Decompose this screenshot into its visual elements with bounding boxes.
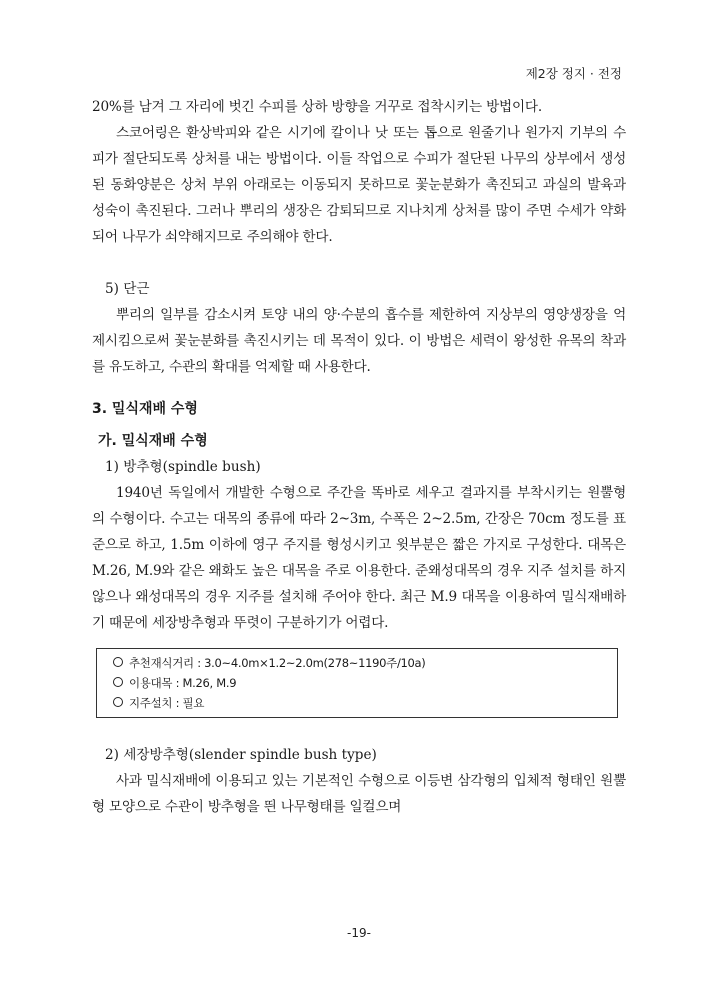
page-number: -19- — [347, 926, 371, 940]
spec-row: 이용대목 : M.26, M.9 — [113, 673, 617, 693]
spec-row: 지주설치 : 필요 — [113, 693, 617, 713]
paragraph-scoring: 스코어링은 환상박피와 같은 시기에 칼이나 낫 또는 톱으로 원줄기나 원가지 기부의 수피가 절단되도록 상처를 내는 방법이다. 이들 작업으로 수피가 절단된 나무의 상부에서 생성된 동화양분은 상처 부위 아래로는 이동되지 못하므로 꽃눈분화가 촉진되고 과실의 발육과 성숙이 촉진된다. 그러나 뿌리의 생장은 감퇴되므로 지나치게 상처를 많이 주면 수세가 약화되어 나무가 쇠약해지므로 주의해야 한다. — [92, 125, 626, 245]
section-3-heading: 3. 밀식재배 수형 — [92, 401, 198, 417]
paragraph-spindle-bush: 1940년 독일에서 개발한 수형으로 주간을 똑바로 세우고 결과지를 부착시키는 원뿔형의 수형이다. 수고는 대목의 종류에 따라 2~3m, 수폭은 2~2.5m, 간장은 70cm 정도를 표준으로 하고, 1.5m 이하에 영구 주지를 형성시키고 윗부분은 짧은 가지로 구성한다. 대목은 M.26, M.9와 같은 왜화도 높은 대목을 주로 이용한다. 준왜성대목의 경우 지주 설치를 하지 않으나 왜성대목의 경우 지주를 설치해 주어야 한다. 최근 M.9 대목을 이용하여 밀식재배하기 때문에 세장방추형과 뚜렷이 구분하기가 어렵다. — [92, 485, 626, 631]
circle-bullet-icon — [113, 657, 123, 667]
paragraph-slender-spindle: 사과 밀식재배에 이용되고 있는 기본적인 수형으로 이등변 삼각형의 입체적 형태인 원뿔형 모양으로 수관이 방추형을 띈 나무형태를 일컬으며 — [92, 773, 626, 815]
circle-bullet-icon — [113, 677, 123, 687]
spec-row: 추천재식거리 : 3.0~4.0m×1.2~2.0m(278~1190주/10a) — [113, 653, 617, 673]
paragraph-grafting-end: 20%를 남겨 그 자리에 벗긴 수피를 상하 방향을 거꾸로 접착시키는 방법이다. — [92, 99, 542, 115]
circle-bullet-icon — [113, 697, 123, 707]
spacer — [92, 250, 626, 276]
page-body — [92, 94, 626, 820]
item-2-title: 2) 세장방추형(slender spindle bush type) — [105, 747, 377, 763]
item-5-title: 5) 단근 — [105, 281, 150, 297]
subsection-ga-heading: 가. 밀식재배 수형 — [98, 433, 208, 449]
spec-box — [96, 648, 618, 718]
paragraph-root-pruning: 뿌리의 일부를 감소시켜 토양 내의 양·수분의 흡수를 제한하여 지상부의 영양생장을 억제시킴으로써 꽃눈분화를 촉진시키는 데 목적이 있다. 이 방법은 세력이 왕성한 유목의 착과를 유도하고, 수관의 확대를 억제할 때 사용한다. — [92, 307, 626, 375]
item-1-title: 1) 방추형(spindle bush) — [105, 459, 261, 475]
chapter-header: 제2장 정지 · 전정 — [525, 66, 622, 81]
